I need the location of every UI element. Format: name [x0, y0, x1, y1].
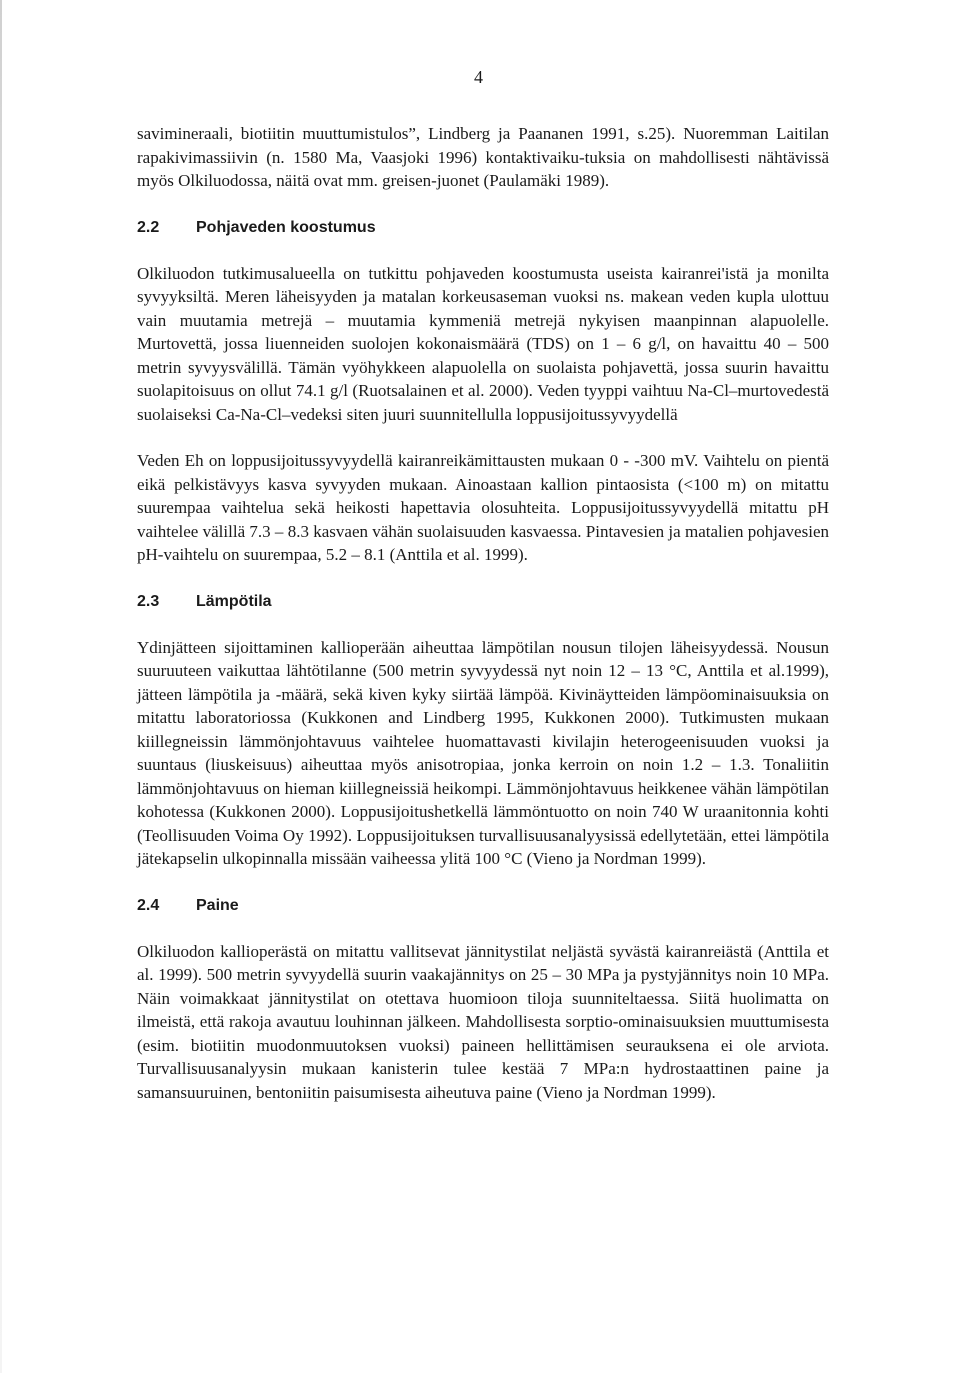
section-number: 2.4 — [137, 896, 160, 914]
section-title: Lämpötila — [196, 592, 272, 610]
section-title: Paine — [196, 896, 239, 914]
redox-ph-paragraph: Veden Eh on loppusijoitussyvyydellä kairanreikämittausten mukaan 0 - -300 mV. Vaihtelu on pientä eikä pelkistävyys kasva syvyyden mukaan. Ainoastaan kallion pintaosista (<100 m) on mitattu suurempaa vaihtelua sekä heikosti hapettavia olosuhteita. Loppusijoitussyvyydellä mitattu pH vaihtelee välillä 7.3 – 8.3 kasvaen vähän suolaisuuden kasvaessa. Pintavesien ja matalien pohjavesien pH-vaihtelu on suurempaa, 5.2 – 8.1 (Anttila et al. 1999). — [137, 451, 829, 564]
pressure-paragraph: Olkiluodon kallioperästä on mitattu vallitsevat jännitystilat neljästä syvästä kairanreiästä (Anttila et al. 1999). 500 metrin syvyydellä suurin vaakajännitys on 25 – 30 MPa ja pystyjännitys noin 10 MPa. Näin voimakkaat jännitystilat on otettava huomioon tiloja suunniteltaessa. Siitä huolimatta on ilmeistä, että rakoja avautuu louhinnan jälkeen. Mahdollisesta sorptio-ominaisuuksien muuttumisesta (esim. biotiitin muodonmuutoksen vuoksi) paineen hellittämisen seurauksena ei ole arviota. Turvallisuusanalyysin mukaan kanisterin tulee kestää 7 MPa:n hydrostaattinen paine ja samansuuruinen, bentoniitin paisumisesta aiheutuva paine (Vieno ja Nordman 1999). — [137, 941, 829, 1102]
page-content — [137, 122, 829, 1104]
temperature-paragraph: Ydinjätteen sijoittaminen kallioperään aiheuttaa lämpötilan nousun tilojen läheisyydessä. Nousun suuruuteen vaikuttaa lähtötilanne (500 metrin syvyydessä nyt noin 12 – 13 °C, Anttila et al.1999), jätteen lämpötila ja -määrä, sekä kiven kyky siirtää lämpöä. Kivinäytteiden lämpöominaisuuksia on mitattu laboratoriossa (Kukkonen and Lindberg 1995, Kukkonen 2000). Tutkimusten mukaan kiillegneissin lämmönjohtavuus vaihtelee huomattavasti kivilajin heterogeenisuuden vuoksi ja suuntaus (liuskeisuus) aiheuttaa myös anisotropiaa, jonka kerroin on noin 1.2 – 1.3. Tonaliitin lämmönjohtavuus on hieman kiillegneissiä heikompi. Lämmönjohtavuus heikkenee vähän lämpötilan kohotessa (Kukkonen 2000). Loppusijoitushetkellä lämmöntuotto on noin 740 W uraanitonnia kohti (Teollisuuden Voima Oy 1992). Loppusijoituksen turvallisuusanalyysissä edellytetään, ettei lämpötila jätekapselin ulkopinnalla missään vaiheessa ylitä 100 °C (Vieno ja Nordman 1999). — [137, 637, 829, 868]
scan-edge — [0, 0, 2, 1373]
intro-paragraph: savimineraali, biotiitin muuttumistulos”, Lindberg ja Paananen 1991, s.25). Nuoremman Laitilan rapakivimassiivin (n. 1580 Ma, Vaasjoki 1996) kontaktivaiku-tuksia on mahdollisesti nähtävissä myös Olkiluodossa, näitä ovat mm. greisen-juonet (Paulamäki 1989). — [137, 124, 829, 190]
section-number: 2.2 — [137, 218, 160, 236]
section-title: Pohjaveden koostumus — [196, 218, 376, 236]
section-heading-2-4 — [137, 895, 829, 917]
section-number: 2.3 — [137, 592, 160, 610]
page-number: 4 — [474, 67, 483, 87]
section-heading-2-2 — [137, 217, 829, 239]
groundwater-composition-paragraph: Olkiluodon tutkimusalueella on tutkittu pohjaveden koostumusta useista kairanrei'istä ja monilta syvyyksiltä. Meren läheisyyden ja matalan korkeusaseman vuoksi ns. makean veden kupla ulottuu vain muutamia metrejä – muutamia kymmeniä metrejä nykyisen maanpinnan alapuolelle. Murtovettä, jossa liuenneiden suolojen kokonaismäärä (TDS) on 1 – 6 g/l, on havaittu 40 – 500 metrin syvyysvälillä. Tämän vyöhykkeen alapuolella on suolaista pohjavettä, jossa suurin havaittu suolapitoisuus on ollut 74.1 g/l (Ruotsalainen et al. 2000). Veden tyyppi vaihtuu Na-Cl–murtovedestä suolaiseksi Ca-Na-Cl–vedeksi siten juuri suunnitellulla loppusijoitussyvyydellä — [137, 263, 829, 424]
section-heading-2-3 — [137, 591, 829, 613]
